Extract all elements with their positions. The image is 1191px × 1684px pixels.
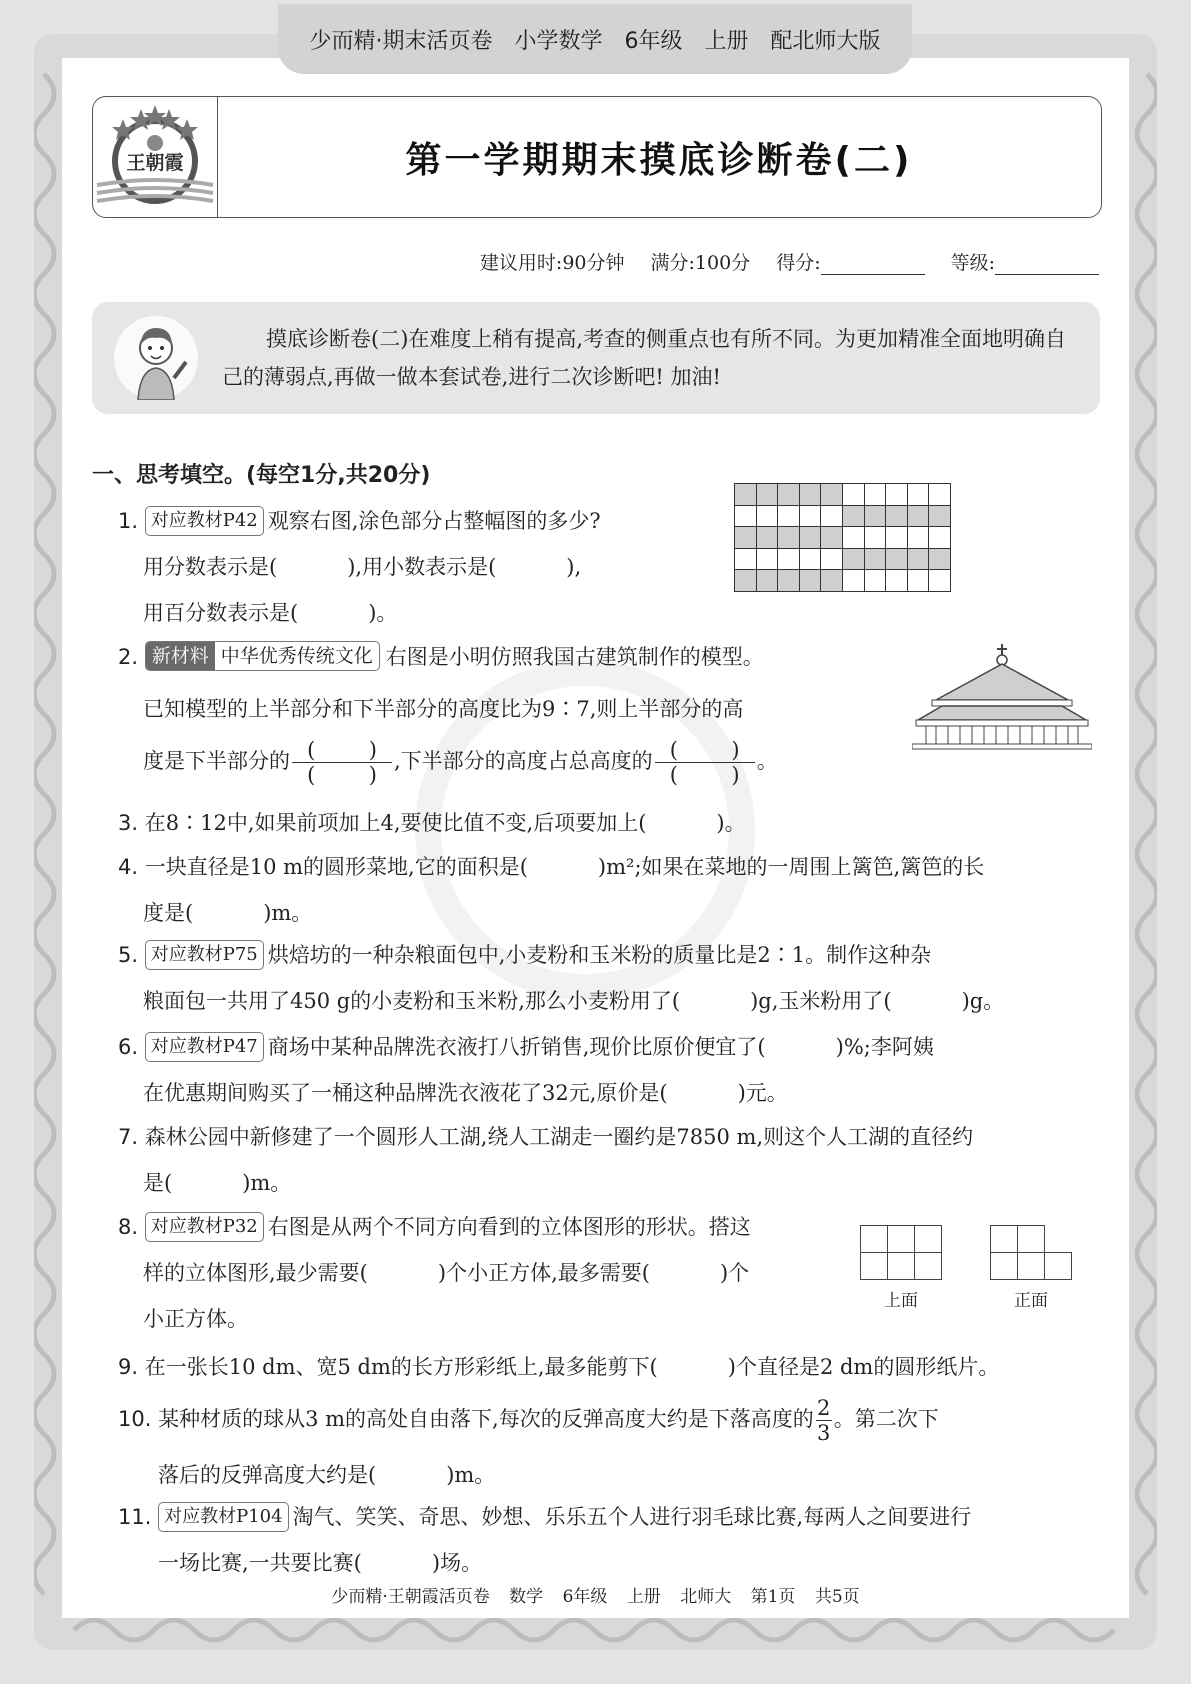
full-score: 满分:100分: [650, 252, 751, 274]
section-heading: 一、思考填空。(每空1分,共20分): [92, 463, 431, 488]
question-11: 11. 对应教材P104 淘气、笑笑、奇思、妙想、乐乐五个人进行羽毛球比赛,每两人之间要进行 一场比赛,一共要比赛( )场。: [118, 1494, 971, 1586]
logo-emblem-icon: [93, 97, 217, 217]
score-input[interactable]: [821, 254, 925, 275]
grade-input[interactable]: [995, 254, 1099, 275]
front-view-label: 正面: [1014, 1291, 1048, 1311]
title-box: [92, 96, 1102, 218]
shaded-grid-figure: [734, 483, 951, 592]
volume: 上册: [704, 28, 749, 54]
publisher-logo: [93, 97, 218, 217]
page-title: 第一学期期末摸底诊断卷(二): [405, 139, 913, 181]
grade: 6年级: [624, 28, 683, 54]
new-material-tag: 新材料 中华优秀传统文化: [145, 641, 380, 671]
question-9: 9. 在一张长10 dm、宽5 dm的长方形彩纸上,最多能剪下( )个直径是2 dm的圆形纸片。: [118, 1355, 1000, 1379]
intro-banner: [92, 302, 1100, 414]
question-5: 5. 对应教材P75 烘焙坊的一种杂粮面包中,小麦粉和玉米粉的质量比是2∶1。制作这种杂 粮面包一共用了450 g的小麦粉和玉米粉,那么小麦粉用了( )g,玉米粉用了( )g。: [118, 932, 1004, 1024]
girl-cartoon-icon: [114, 316, 198, 400]
edition: 配北师大版: [770, 28, 881, 54]
top-view-label: 上面: [884, 1291, 918, 1311]
textbook-ref-tag: 对应教材P75: [145, 940, 264, 970]
question-10: 10. 某种材质的球从3 m的高处自由落下,每次的反弹高度大约是下落高度的 $\frac{2}{3}$ 。第二次下 落后的反弹高度大约是( )m。: [118, 1396, 939, 1487]
svg-text:王朝霞: 王朝霞: [126, 152, 184, 174]
exam-meta: [480, 248, 1099, 275]
series-name: 少而精·期末活页卷: [309, 28, 493, 54]
textbook-ref-tag: 对应教材P104: [158, 1502, 288, 1532]
fraction-two-thirds: $\frac{2}{3}$: [817, 1396, 831, 1445]
question-6: 6. 对应教材P47 商场中某种品牌洗衣液打八折销售,现价比原价便宜了( )%;李阿姨 在优惠期间购买了一桶这种品牌洗衣液花了32元,原价是( )元。: [118, 1024, 934, 1116]
textbook-ref-tag: 对应教材P42: [145, 506, 264, 536]
page-footer: 少而精·王朝霞活页卷 数学 6年级 上册 北师大 第1页 共5页: [331, 1587, 860, 1607]
question-1: 1. 对应教材P42 观察右图,涂色部分占整幅图的多少? 用分数表示是( ),用小数表示是( ), 用百分数表示是( )。: [118, 498, 601, 636]
girl-avatar: [114, 316, 198, 400]
question-4: 4. 一块直径是10 m的圆形菜地,它的面积是( )m²;如果在菜地的一周围上篱笆,篱笆的长 度是( )m。: [118, 855, 985, 925]
fraction-blank[interactable]: $\frac{( )}{( )}$: [655, 738, 755, 787]
fraction-blank[interactable]: $\frac{( )}{( )}$: [292, 738, 392, 787]
grade-field: 等级:: [951, 248, 1099, 275]
question-2: 2. 新材料 中华优秀传统文化 右图是小明仿照我国古建筑制作的模型。 已知模型的上半部分和下半部分的高度比为9∶7,则上半部分的高 度是下半部分的 $\frac{( )}{( )}$ ,下半部分的高度占总高度的 $\frac{( )}{( )}$ 。: [118, 634, 778, 787]
question-7: 7. 森林公园中新修建了一个圆形人工湖,绕人工湖走一圈约是7850 m,则这个人工湖的直径约 是( )m。: [118, 1125, 974, 1195]
intro-text: 摸底诊断卷(二)在难度上稍有提高,考查的侧重点也有所不同。为更加精准全面地明确自己的薄弱点,再做一做本套试卷,进行二次诊断吧! 加油!: [222, 327, 1067, 389]
header-tab: [278, 4, 912, 74]
score-field: 得分:: [776, 248, 924, 275]
suggested-time: 建议用时:90分钟: [479, 252, 625, 274]
textbook-ref-tag: 对应教材P32: [145, 1212, 264, 1242]
question-8: 8. 对应教材P32 右图是从两个不同方向看到的立体图形的形状。搭这 样的立体图形,最少需要( )个小正方体,最多需要( )个 小正方体。: [118, 1204, 751, 1342]
subject: 小学数学: [514, 28, 603, 54]
textbook-ref-tag: 对应教材P47: [145, 1032, 264, 1062]
top-view-figure: [860, 1225, 942, 1311]
question-3: 3. 在8∶12中,如果前项加上4,要使比值不变,后项要加上( )。: [118, 811, 746, 835]
temple-model-figure: [912, 640, 1092, 750]
front-view-figure: [990, 1225, 1072, 1311]
